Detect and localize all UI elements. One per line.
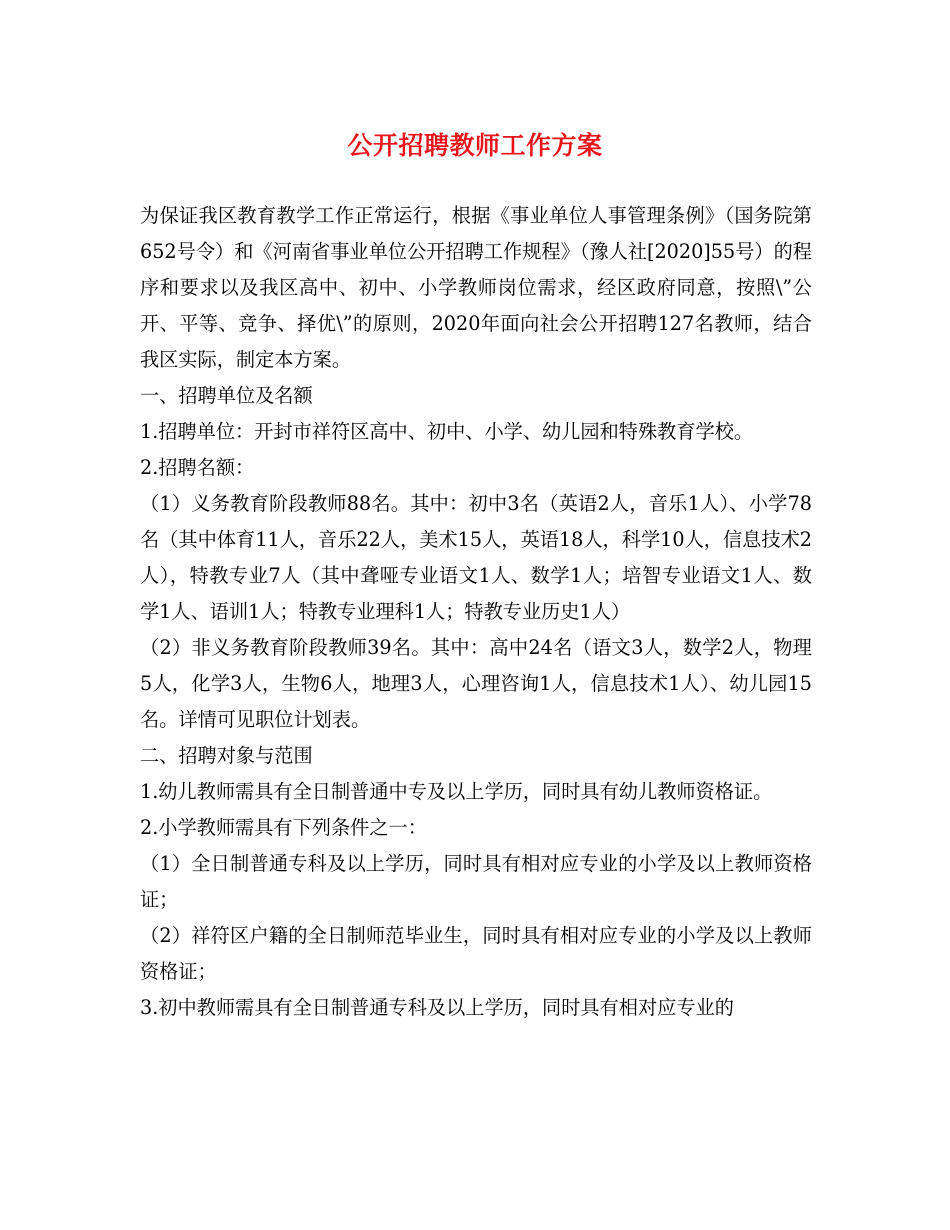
- document-title: 公开招聘教师工作方案: [347, 131, 603, 160]
- intro-paragraph: 为保证我区教育教学工作正常运行，根据《事业单位人事管理条例》（国务院第652号令）和《河南省事业单位公开招聘工作规程》（豫人社[2020]55号）的程序和要求以及我区高中、初中、小学教师岗位需求，经区政府同意，按照\”公开、平等、竞争、择优\”的原则，2020年面向社会公开招聘127名教师，结合我区实际，制定本方案。: [140, 204, 812, 371]
- paragraph-junior-req: 3.初中教师需具有全日制普通专科及以上学历，同时具有相对应专业的: [140, 996, 734, 1019]
- paragraph-kindergarten-req: 1.幼儿教师需具有全日制普通中专及以上学历，同时具有幼儿教师资格证。: [140, 780, 773, 803]
- paragraph-primary-req-1: （1）全日制普通专科及以上学历，同时具有相对应专业的小学及以上教师资格证；: [140, 852, 812, 911]
- paragraph-compulsory-quota: （1）义务教育阶段教师88名。其中：初中3名（英语2人，音乐1人）、小学78名（其中体育11人，音乐22人，美术15人，英语18人，科学10人，信息技术2人），特教专业7人（其中聋哑专业语文1人、数学1人；培智专业语文1人、数学1人、语训1人；特教专业理科1人；特教专业历史1人）: [140, 492, 812, 623]
- section-heading-1: 一、招聘单位及名额: [140, 384, 313, 407]
- paragraph-noncompulsory-quota: （2）非义务教育阶段教师39名。其中：高中24名（语文3人，数学2人，物理5人，化学3人，生物6人，地理3人，心理咨询1人，信息技术1人）、幼儿园15名。详情可见职位计划表。: [140, 636, 812, 731]
- document-body: [140, 198, 812, 1026]
- paragraph-primary-req: 2.小学教师需具有下列条件之一：: [140, 816, 427, 839]
- paragraph-primary-req-2: （2）祥符区户籍的全日制师范毕业生，同时具有相对应专业的小学及以上教师资格证；: [140, 924, 812, 983]
- paragraph-quota-heading: 2.招聘名额：: [140, 456, 255, 479]
- paragraph-recruiting-units: 1.招聘单位：开封市祥符区高中、初中、小学、幼儿园和特殊教育学校。: [140, 420, 754, 443]
- section-heading-2: 二、招聘对象与范围: [140, 744, 313, 767]
